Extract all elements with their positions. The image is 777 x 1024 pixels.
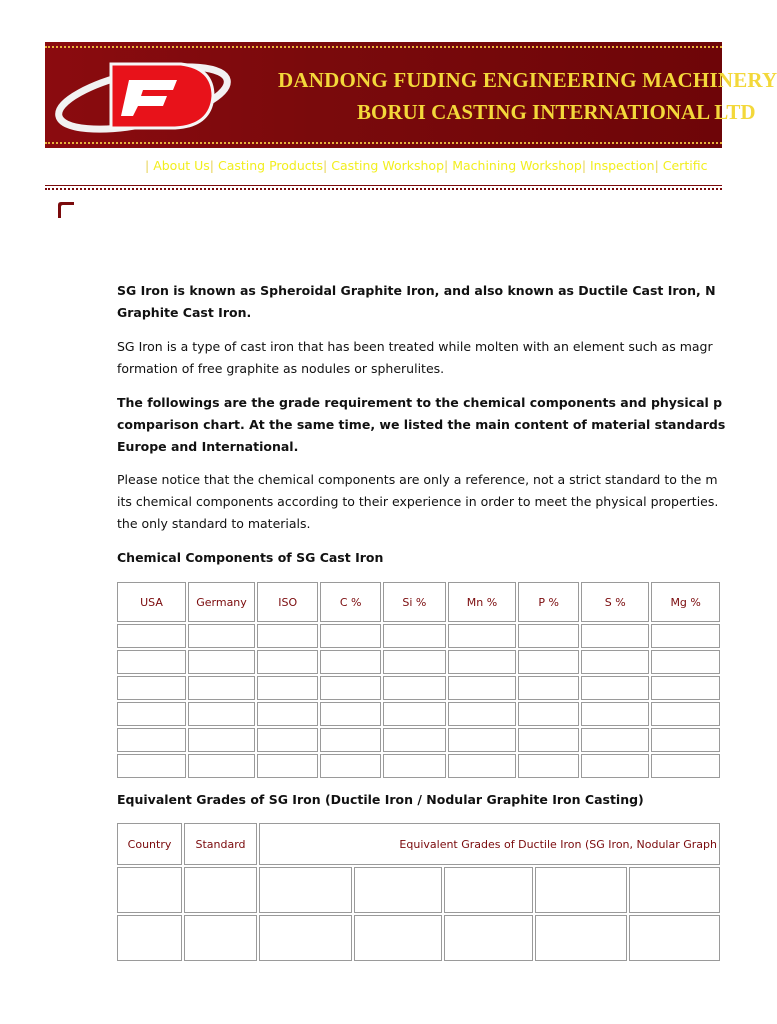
nav-casting-workshop[interactable]: Casting Workshop — [331, 158, 445, 173]
table-row — [117, 676, 720, 700]
nav-casting-products[interactable]: Casting Products — [217, 158, 324, 173]
table-header-row — [117, 582, 720, 622]
equivalent-grades-table — [115, 821, 722, 963]
corner-decoration-icon — [58, 202, 74, 218]
header-mn: Mn % — [448, 582, 517, 622]
header-standard: Standard — [184, 823, 257, 865]
table-row — [117, 650, 720, 674]
chemical-components-table — [115, 580, 722, 780]
banner-top-border — [45, 46, 722, 48]
nav-about-us[interactable]: About Us — [153, 158, 210, 173]
nav-certificates[interactable]: Certific — [662, 158, 708, 173]
equivalent-grades-heading: Equivalent Grades of SG Iron (Ductile Iron / Nodular Graphite Iron Casting) — [117, 792, 644, 807]
header-usa: USA — [117, 582, 186, 622]
grades-paragraph: The followings are the grade requirement to the chemical components and physical p comparison chart. At the same time, we listed the main content of material standards Europe and International. — [117, 395, 726, 454]
nav-divider-dotted — [45, 188, 722, 190]
header-iso: ISO — [257, 582, 318, 622]
header-country: Country — [117, 823, 182, 865]
header-p: P % — [518, 582, 579, 622]
banner-bottom-border — [45, 142, 722, 144]
table-row — [117, 624, 720, 648]
table-header-row — [117, 823, 720, 865]
intro-paragraph: SG Iron is known as Spheroidal Graphite Iron, and also known as Ductile Cast Iron, N Graphite Cast Iron. — [117, 283, 716, 320]
main-navigation: | About Us| Casting Products| Casting Workshop| Machining Workshop| Inspection| Certific — [145, 158, 708, 173]
company-name-line-1: DANDONG FUDING ENGINEERING MACHINERY — [278, 68, 777, 92]
table-row — [117, 754, 720, 778]
nav-divider — [45, 185, 722, 186]
table-row — [117, 702, 720, 726]
header-s: S % — [581, 582, 649, 622]
notice-paragraph: Please notice that the chemical components are only a reference, not a strict standard to the m its chemical components according to their experience in order to meet the physical properties. the only standard to materials. — [117, 472, 719, 531]
company-logo-icon[interactable] — [53, 54, 253, 136]
nav-machining-workshop[interactable]: Machining Workshop — [452, 158, 582, 173]
header-mg: Mg % — [651, 582, 720, 622]
header-equivalent-grades: Equivalent Grades of Ductile Iron (SG Iron, Nodular Graph — [259, 823, 720, 865]
header-germany: Germany — [188, 582, 255, 622]
header-banner — [45, 42, 777, 148]
header-si: Si % — [383, 582, 446, 622]
company-name-line-2: BORUI CASTING INTERNATIONAL LTD — [357, 100, 756, 124]
definition-paragraph: SG Iron is a type of cast iron that has been treated while molten with an element such as magr formation of free graphite as nodules or spherulites. — [117, 339, 713, 376]
table-row — [117, 867, 720, 913]
site-frame — [45, 42, 777, 1024]
nav-inspection[interactable]: Inspection — [590, 158, 655, 173]
chemical-components-heading: Chemical Components of SG Cast Iron — [117, 550, 384, 565]
table-row — [117, 915, 720, 961]
table-row — [117, 728, 720, 752]
header-c: C % — [320, 582, 381, 622]
